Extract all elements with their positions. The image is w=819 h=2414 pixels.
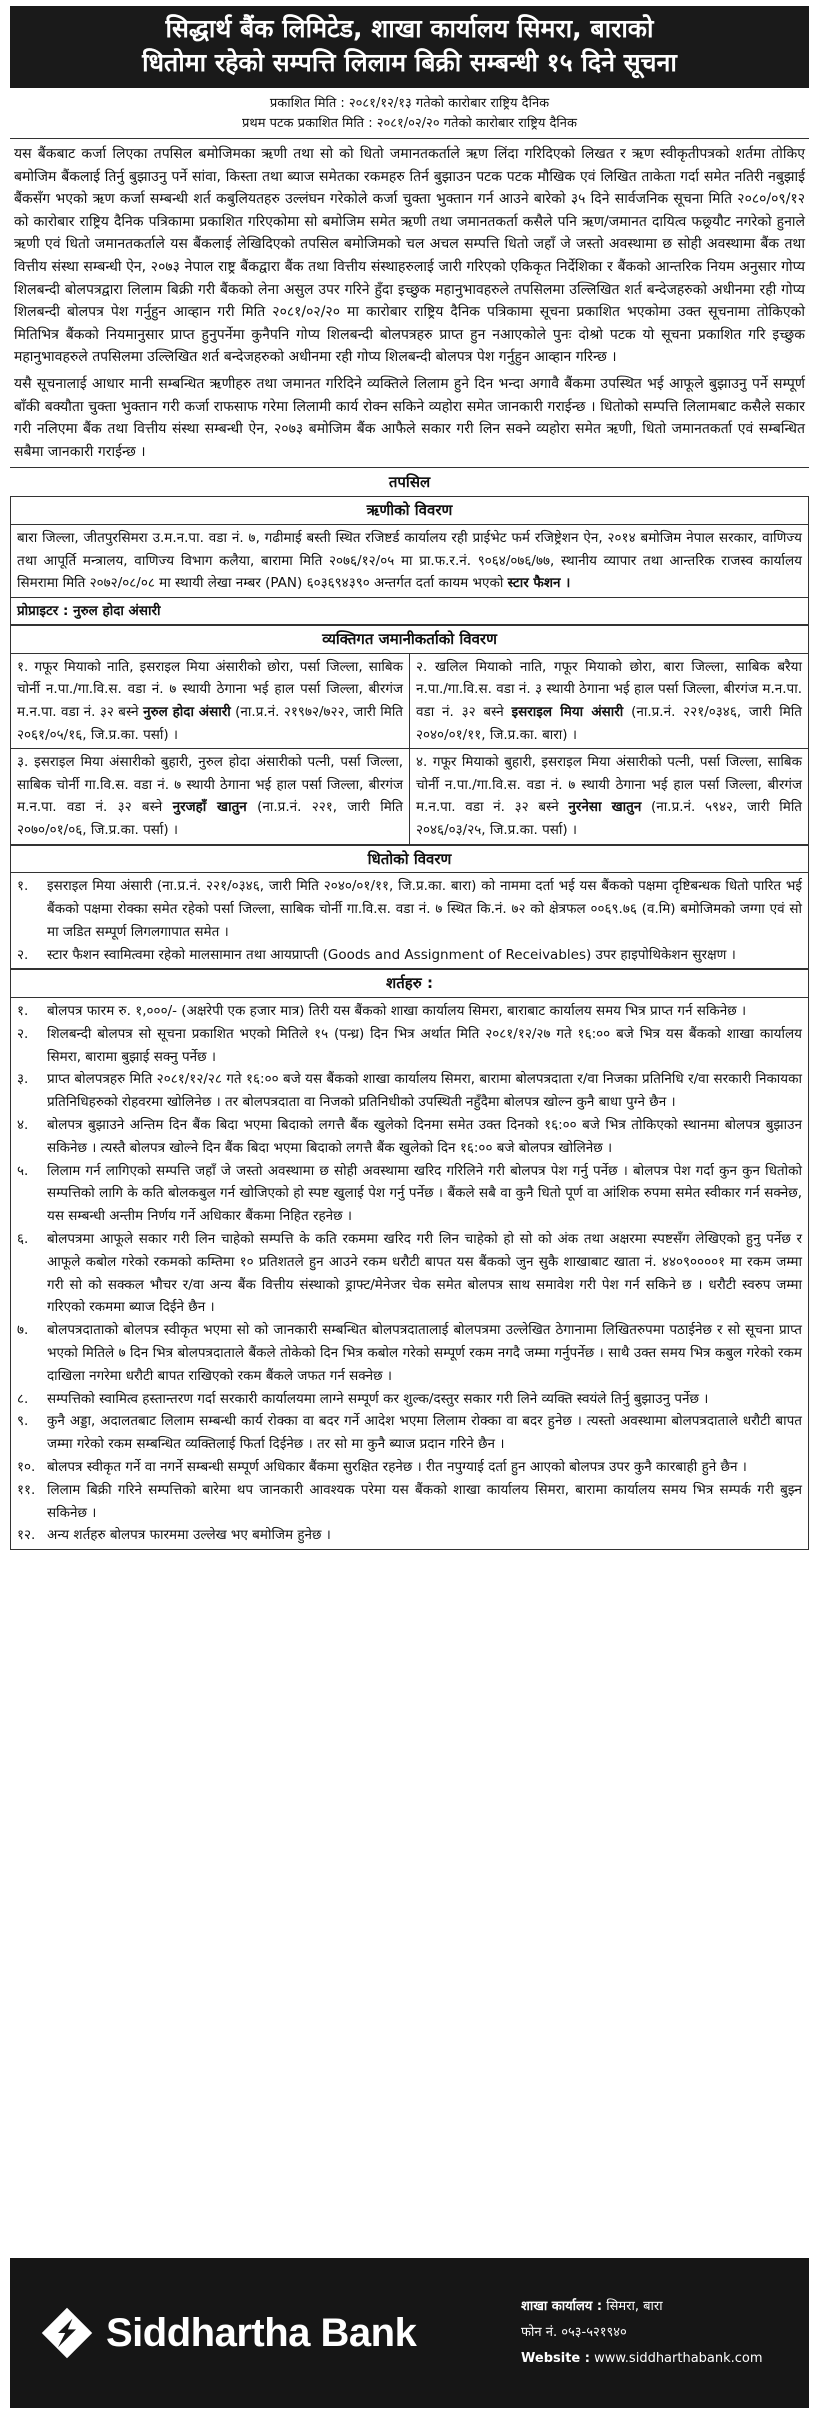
item-number: ११. [17, 1481, 36, 1498]
intro-paragraph: यस बैंकबाट कर्जा लिएका तपसिल बमोजिमका ऋणी तथा सो को धितो जमानतकर्ताले ऋण लिंदा गरिदिएको लिखत र ऋण स्वीकृतीपत्रको शर्तमा तोकिए बमोजिम बैंकलाई तिर्नु बुझाउनु पर्ने सांवा, किस्ता तथा ब्याज समेतका रकमहरु तिर्न बुझाउन पटक पटक मौखिक एवं लिखित ताकेता गर्दा समेत नतिरी नबुझाई बैंकसँग भएको ऋण कर्जा सम्बन्धी शर्त कबुलियतहरु उल्लंघन गरेकोले कर्जा चुक्ता भुक्तान गर्न आउने बारेको ३५ दिने सार्वजनिक सूचना मिति २०८०/०९/१२ को कारोबार राष्ट्रिय दैनिक पत्रिकामा प्रकाशित गरिएकोमा सो बमोजिम समेत ऋणी तथा जमानतकर्ता कसैले पनि ऋण/जमानत दायित्व फछ्र्यौट नगरेको हुनाले ऋणी एवं धितो जमानतकर्ताले यस बैंकलाई लेखिदिएको तपसिल बमोजिमको चल अचल सम्पत्ति धितो जहाँ जे जस्तो अवस्थामा छ सोही अवस्थामा बैंक तथा वित्तीय संस्था सम्बन्धी ऐन, २०७३ नेपाल राष्ट्र बैंकद्वारा बैंक तथा वित्तीय संस्थाहरुलाई जारी गरिएको एकिकृत निर्देशिका र बैंकको आन्तरिक नियम अनुसार गोप्य शिलबन्दी बोलपत्रद्वारा लिलाम बिक्री गरी बैंकको लेना असुल उपर गरिने हुँदा इच्छुक महानुभावहरुले तपसिलमा उल्लिखित शर्त बन्देजहरुको अधीनमा रही गोप्य शिलबन्दी बोलपत्र पेश गर्नुहुन आव्हान गरी मिति २०८१/०२/२० मा कारोबार राष्ट्रिय दैनिक पत्रिकामा सूचना प्रकाशित भएकोमा उक्त सूचनामा तोकिएको मितिभित्र बैंकको नियमानुसार प्राप्त हुनुपर्नेमा कुनैपनि गोप्य शिलबन्दी बोलपत्रहरु प्राप्त हुन नआएकोले पुनः दोश्रो पटक यो सूचना प्रकाशित गरि इच्छुक महानुभावहरुले तपसिलमा उल्लिखित शर्त बन्देजहरुको अधीनमा रही गोप्य शिलबन्दी बोलपत्र पेश गर्नुहुन आव्हान गरिन्छ । [14, 146, 805, 366]
guarantor-id: (ना.प्र.नं. ५९४२, जारी मिति २०४६/०३/२५, जि.प्र.का. पर्सा) । [416, 799, 803, 839]
guarantor-number: ३. [17, 754, 35, 771]
item-text: लिलाम गर्न लागिएको सम्पत्ति जहाँ जे जस्तो अवस्थामा छ सोही अवस्थामा खरिद गरिलिने गरी बोलपत्र पेश गर्नु पर्नेछ । बोलपत्र पेश गर्दा कुन कुन धितोको सम्पत्तिको लागि के कति बोलकबुल गर्न खोजिएको हो स्पष्ट खुलाई पेश गर्नु पर्नेछ । बैंकले सबै वा कुनै धितो पूर्ण वा आंशिक रुपमा समेत स्वीकार गर्न सक्नेछ, यस सम्बन्धी अन्तीम निर्णय गर्ने अधिकार बैंकमा निहित रहनेछ । [47, 1162, 802, 1225]
item-number: ४. [17, 1116, 29, 1133]
guarantor-name: नुरुल होदा अंसारी [143, 704, 231, 721]
collateral-table [10, 845, 809, 970]
item-number: ७. [17, 1322, 29, 1339]
guarantor-number: ४. [416, 754, 433, 771]
condition-item [17, 1228, 802, 1319]
condition-item [17, 1068, 802, 1114]
item-number: २. [17, 946, 29, 963]
branch-value: सिमरा, बारा [606, 2299, 663, 2314]
item-text: बोलपत्र फारम रु. १,०००/- (अक्षरेपी एक हजार मात्र) तिरी यस बैंकको शाखा कार्यालय सिमरा, बाराबाट कार्यालय समय भित्र प्राप्त गर्न सकिनेछ । [47, 1003, 747, 1019]
collateral-list-cell [11, 873, 809, 969]
borrower-table [10, 496, 809, 625]
intro-paragraph-2: यसै सूचनालाई आधार मानी सम्बन्धित ऋणीहरु तथा जमानत गरिदिने व्यक्तिले लिलाम हुने दिन भन्दा अगावै बैंकमा उपस्थित भई आफूले बुझाउनु पर्ने सम्पूर्ण बाँकी बक्यौता चुक्ता भुक्तान गरी कर्जा राफसाफ गरेमा लिलामी कार्य रोक्न सकिने व्यहोरा समेत जानकारी गराईन्छ । धितोको सम्पत्ति लिलामबाट कसैले सकार गरी नलिएमा बैंक तथा वित्तीय संस्था सम्बन्धी ऐन, २०७३ बमोजिम बैंक आफैले सकार गरी लिन सक्ने व्यहोरा समेत ऋणी, धितो जमानतकर्ता एवं सम्बन्धित सबैमा जानकारी गराईन्छ । [10, 373, 809, 468]
item-number: ९. [17, 1413, 29, 1430]
guarantor-id: (ना.प्र.नं. २१९७२/७२२, जारी मिति २०६१/०५/१६, जि.प्र.का. पर्सा) । [17, 704, 404, 743]
publication-dates [10, 94, 809, 139]
condition-item [17, 1524, 802, 1547]
item-text: स्टार फैशन स्वामित्वमा रहेको मालसामान तथा आयप्राप्ती (Goods and Assignment of Receivables) उपर हाइपोथिकेशन सुरक्षण । [47, 946, 736, 963]
condition-item [17, 1000, 802, 1023]
guarantor-text: खलिल मियाको नाति, गफूर मियाको छोरा, बारा जिल्ला, साबिक बरैया न.पा./गा.वि.स. वडा नं. ३ स्थायी ठेगाना भई हाल पर्सा जिल्ला, बीरगंज म.न.पा. वडा नं. ३२ बस्ने [416, 658, 802, 721]
guarantor-number: १. [17, 658, 35, 675]
collateral-heading: धितोको विवरण [11, 845, 809, 873]
conditions-heading: शर्तहरु : [11, 970, 809, 998]
conditions-list [17, 1000, 802, 1547]
notice-title-line2: धितोमा रहेको सम्पत्ति लिलाम बिक्री सम्बन्धी १५ दिने सूचना [142, 48, 677, 77]
guarantor-cell-1 [11, 653, 410, 748]
collateral-item [17, 875, 802, 943]
guarantor-text: गफूर मियाको नाति, इसराइल मिया अंसारीको छोरा, पर्सा जिल्ला, साबिक चोर्नी न.पा./गा.वि.स. वडा नं. ७ स्थायी ठेगाना भई हाल पर्सा जिल्ला, बीरगंज म.न.पा. वडा नं. ३२ बस्ने [17, 658, 403, 721]
guarantor-cell-2 [410, 653, 809, 748]
item-number: २. [17, 1025, 29, 1042]
guarantor-cell-4 [410, 749, 809, 844]
item-number: १. [17, 1003, 29, 1019]
item-number: १०. [17, 1458, 36, 1475]
borrower-heading: ऋणीको विवरण [11, 497, 809, 525]
condition-item [17, 1023, 802, 1069]
condition-item [17, 1114, 802, 1160]
item-text: शिलबन्दी बोलपत्र सो सूचना प्रकाशित भएको मितिले १५ (पन्ध्र) दिन भित्र अर्थात मिति २०८१/१२/२७ गते १६:०० बजे भित्र यस बैंकको शाखा कार्यालय सिमरा, बारामा बुझाई सक्नु पर्नेछ । [47, 1025, 802, 1065]
item-number: १. [17, 878, 29, 895]
condition-item [17, 1160, 802, 1228]
footer-bar [10, 2258, 809, 2408]
guarantor-text: इसराइल मिया अंसारीको बुहारी, नुरुल होदा अंसारीको पत्नी, पर्सा जिल्ला, साबिक चोर्नी गा.वि.स. वडा नं. ७ स्थायी ठेगाना भई हाल पर्सा जिल्ला, बीरगंज म.न.पा. वडा नं. ३२ बस्ने [17, 754, 403, 816]
bank-logo [40, 2306, 416, 2360]
guarantor-id: (ना.प्र.नं. २२१, जारी मिति २०७०/०१/०६, जि.प्र.का. पर्सा) । [17, 799, 403, 839]
notice-title-banner [10, 6, 809, 88]
contact-info [521, 2294, 791, 2372]
guarantor-number: २. [416, 658, 435, 675]
item-text: बोलपत्रदाताको बोलपत्र स्वीकृत भएमा सो को जानकारी सम्बन्धित बोलपत्रदातालाई बोलपत्रमा उल्लेखित ठेगानामा लिखितरुपमा पठाईनेछ र सो सूचना प्राप्त भएको मितिले ७ दिन भित्र बोलपत्रदाताले बैंकले तोकेको दिन भित्र कबोल गरेको सम्पूर्ण रकम नगदै जम्मा गर्नुपर्नेछ । साथै उक्त समय भित्र कबुल गरेको रकम दाखिला नगरेमा धरौटी बापत राखिएको रकम बैंकले जफत गर्न सक्नेछ । [47, 1322, 802, 1384]
website-label: Website : [521, 2351, 590, 2366]
proprietor-row [11, 597, 809, 625]
item-text: इसराइल मिया अंसारी (ना.प्र.नं. २२१/०३४६, जारी मिति २०४०/०१/११, जि.प्र.का. बारा) को नाममा दर्ता भई यस बैंकको पक्षमा दृष्टिबन्धक धितो पारित भई बैंकको पक्षमा रोक्का समेत रहेको पर्सा जिल्ला, साबिक चोर्नी गा.वि.स. वडा नं. ७ स्थित कि.नं. ७२ को क्षेत्रफल ००६९.७६ (व.मि) बमोजिमको जग्गा एवं सो मा जडित सम्पूर्ण लिगलगापात समेत । [47, 878, 802, 940]
condition-item [17, 1456, 802, 1479]
condition-item [17, 1479, 802, 1525]
item-text: सम्पत्तिको स्वामित्व हस्तान्तरण गर्दा सरकारी कार्यालयमा लाग्ने सम्पूर्ण कर शुल्क/दस्तुर सकार गरी लिने व्यक्ति स्वयंले तिर्नु बुझाउनु पर्नेछ । [47, 1390, 709, 1407]
phone-line [521, 2320, 791, 2346]
collateral-list [17, 875, 802, 966]
phone-label: फोन नं. [521, 2325, 558, 2340]
collateral-item [17, 944, 802, 967]
conditions-table [10, 969, 809, 1550]
guarantors-heading: व्यक्तिगत जमानीकर्ताको विवरण [11, 626, 809, 654]
website-line [521, 2346, 791, 2372]
conditions-list-cell [11, 998, 809, 1550]
item-text: लिलाम बिक्री गरिने सम्पत्तिको बारेमा थप जानकारी आवश्यक परेमा यस बैंकको शाखा कार्यालय सिमरा, बारामा कार्यालय समय भित्र सम्पर्क गरी बुझ्न सकिनेछ । [47, 1481, 802, 1521]
item-text: बोलपत्र स्वीकृत गर्ने वा नगर्ने सम्बन्धी सम्पूर्ण अधिकार बैंकमा सुरक्षित रहनेछ । रीत नपुग्याई दर्ता हुन आएको बोलपत्र उपर कुनै कारबाही हुने छैन । [47, 1458, 747, 1475]
proprietor-label: प्रोप्राइटर : [17, 602, 74, 619]
tapsil-heading: तपसिल [388, 473, 431, 492]
item-text: बोलपत्रमा आफूले सकार गरी लिन चाहेको सम्पत्ति के कति रकममा खरिद गरी लिन चाहेको हो सो को अंक तथा अक्षरमा स्पष्टसँग लेखिएको हुनु पर्नेछ र आफूले कबोल गरेको रकमको कम्तिमा १० प्रतिशतले हुन आउने रकम धरौटी बापत यस बैंकको जुन सुकै शाखाबाट खाता नं. ४४०९००००१ मा रकम जम्मा गरी सो को सक्कल भौचर र/वा अन्य बैंक वित्तीय संस्थाको ड्राफ्ट/मेनेजर चेक समेत बोलपत्र साथ समावेश गरी पेश गर्न सकिने छ । धरौटी स्वरुप जम्मा गरिएको रकममा ब्याज दिईने छैन । [47, 1230, 802, 1316]
guarantor-name: नुरजहाँ खातुन [172, 799, 247, 816]
published-date: प्रकाशित मिति : २०८१/१२/१३ गतेको कारोबार राष्ट्रिय दैनिक [269, 96, 550, 111]
notice-title-line1: सिद्धार्थ बैंक लिमिटेड, शाखा कार्यालय सिमरा, बाराको [165, 14, 654, 43]
guarantor-name: नुरनेसा खातुन [568, 799, 642, 816]
guarantor-cell-3 [11, 749, 410, 844]
item-number: ६. [17, 1230, 29, 1247]
proprietor-name: नुरुल होदा अंसारी [73, 602, 161, 619]
branch-label: शाखा कार्यालय : [521, 2299, 603, 2314]
siddhartha-logo-icon [40, 2306, 94, 2360]
guarantors-table [10, 625, 809, 844]
condition-item [17, 1410, 802, 1456]
item-number: १२. [17, 1527, 36, 1544]
branch-line [521, 2294, 791, 2320]
condition-item [17, 1319, 802, 1387]
first-published-date: प्रथम पटक प्रकाशित मिति : २०८१/०२/२० गतेको कारोबार राष्ट्रिय दैनिक [242, 116, 577, 131]
borrower-firm-name: स्टार फैशन । [507, 575, 571, 592]
item-number: ३. [17, 1071, 29, 1088]
item-text: बोलपत्र बुझाउने अन्तिम दिन बैंक बिदा भएमा बिदाको लगत्तै बैंक खुलेको दिनमा समेत उक्त दिनको १६:०० बजे भित्र तोकिएको स्थानमा बोलपत्र बुझाउन सकिनेछ । त्यस्तै बोलपत्र खोल्ने दिन बैंक बिदा भएमा बिदाको लगत्तै बैंक खुलेको दिन १६:०० बजे बोलपत्र खोलिनेछ । [47, 1116, 802, 1156]
item-text: कुनै अड्डा, अदालतबाट लिलाम सम्बन्धी कार्य रोक्का वा बदर गर्ने आदेश भएमा लिलाम रोक्का वा बदर हुनेछ । त्यस्तो अवस्थामा बोलपत्रदाताले धरौटी बापत जम्मा गरेको रकम सम्बन्धित व्यक्तिलाई फिर्ता दिईनेछ । तर सो मा कुनै ब्याज प्रदान गरिने छैन । [47, 1413, 802, 1453]
item-text: प्राप्त बोलपत्रहरु मिति २०८१/१२/२८ गते १६:०० बजे यस बैंकको शाखा कार्यालय सिमरा, बारामा बोलपत्रदाता र/वा निजका प्रतिनिधि र/वा सरकारी निकायका प्रतिनिधिहरुको रोहवरमा खोलिनेछ । तर बोलपत्रदाता वा निजको प्रतिनिधीको उपस्थिती नहुँदैमा बोलपत्र खोल्न कुनै बाधा पुग्ने छैन । [47, 1071, 802, 1111]
borrower-text: बारा जिल्ला, जीतपुरसिमरा उ.म.न.पा. वडा नं. ७, गढीमाई बस्ती स्थित रजिष्टर्ड कार्यालय रही प्राईभेट फर्म रजिष्ट्रेशन ऐन, २०१४ बमोजिम नेपाल सरकार, वाणिज्य तथा आपूर्ति मन्त्रालय, वाणिज्य विभाग कलैया, बारामा मिति २०७६/१२/०५ मा प्रा.फ.र.नं. ९०६४/०७६/७७, स्थानीय व्यापार तथा आन्तरिक राजस्व कार्यालय सिमरामा मिति २०७२/०८/०८ मा स्थायी लेखा नम्बर (PAN) ६०३६९४३९० अन्तर्गत दर्ता कायम भएको [17, 529, 802, 592]
website-link[interactable]: www.siddharthabank.com [594, 2351, 763, 2366]
borrower-details [11, 524, 809, 597]
phone-value: ०५३-५२१९४० [561, 2325, 627, 2340]
condition-item [17, 1388, 802, 1411]
guarantor-text: गफूर मियाको बुहारी, इसराइल मिया अंसारीको पत्नी, पर्सा जिल्ला, साबिक चोर्नी न.पा./गा.वि.स. वडा नं. ७ स्थायी ठेगाना भई हाल पर्सा जिल्ला, बीरगंज म.न.पा. वडा नं. ३२ बस्ने [416, 754, 802, 816]
guarantor-name: इसराइल मिया अंसारी [511, 704, 624, 721]
guarantor-id: (ना.प्र.नं. २२१/०३४६, जारी मिति २०४०/०१/११, जि.प्र.का. बारा) । [416, 704, 802, 743]
item-text: अन्य शर्तहरु बोलपत्र फारममा उल्लेख भए बमोजिम हुनेछ । [47, 1527, 331, 1544]
item-number: ५. [17, 1162, 29, 1179]
item-number: ८. [17, 1390, 29, 1407]
bank-name: Siddhartha Bank [106, 2310, 417, 2355]
